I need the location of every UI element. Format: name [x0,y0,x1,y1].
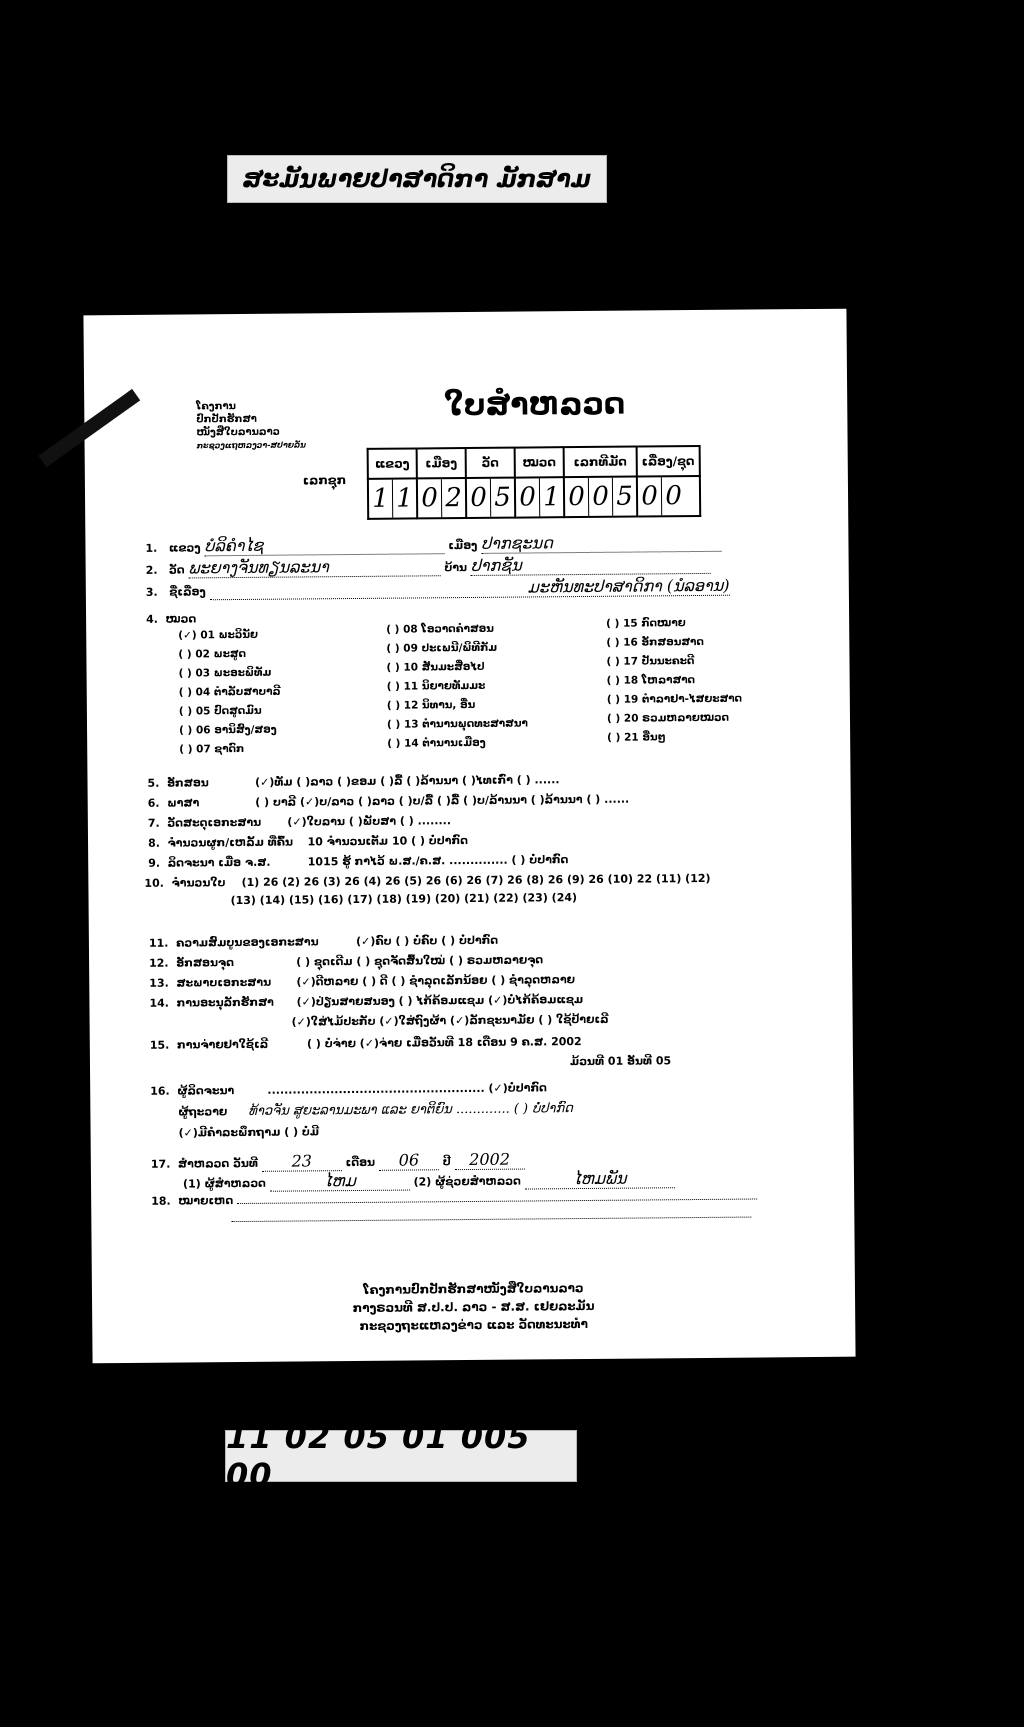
field-row: 8. ຈໍານວນຜູກ/ເຫລັ້ມ ທີ່ຄົ້ນ 10 ຈໍານວນເຕັມ 10 ( ) ບໍ່ປາກົດ [147,834,469,850]
remarks-line-2 [231,1208,751,1226]
category-item: ( ) 13 ຕໍານານພຸດທະສາສນາ [386,717,528,731]
survey-month: 06 [379,1150,439,1171]
field-row: 14. ການອະນຸລັກຮັກສາ (✓)ປ່ຽນສາຍສນອງ ( ) ໄກ້ຄ້ອມແຊມ (✓)ບໍ່ໄກ້ຄ້ອມແຊມ [149,993,584,1010]
category-item: ( ) 03 ພະອະພິທັມ [178,666,272,680]
category-item: ( ) 15 ກົດໝາຍ [606,617,686,630]
field-row: 5. ອັກສອນ (✓)ທັມ ( )ລາວ ( )ຂອມ ( )ລື້ ( )ລ້ານນາ ( )ໄທເກົ່າ ( ) ...... [147,773,560,790]
category-item: ( ) 14 ຕໍານານເມືອງ [387,736,486,750]
field-row: 18. ໝາຍເຫດ [151,1190,757,1208]
village-value: ປາກຊັນ [471,554,711,576]
field-row: 13. ສະພາບເອກະສານ (✓)ດີຫລາຍ ( ) ດີ ( ) ຊໍາລຸດເລັກນ້ອຍ ( ) ຊໍາລຸດຫລາຍ [149,973,576,990]
form-footer [92,1277,855,1338]
script-options: (✓)ທັມ ( )ລາວ ( )ຂອມ ( )ລື້ ( )ລ້ານນາ ( )ໄທເກົ່າ ( ) ...... [254,773,560,789]
field-row [570,1054,671,1068]
row-label: ຊື່ເລື່ອງ [169,585,206,599]
field-row: 17. ສໍາຫລວດ ວັນທີ 23 ເດືອນ 06 ປີ 2002 [151,1150,525,1173]
field-row [146,554,711,579]
category-item: ( ) 20 ຣວມຫລາຍໝວດ [606,711,730,725]
category-item: ( ) 06 ອານິສົງ/ສອງ [179,723,277,737]
field-row: 9. ລິດຈະນາ ເມື່ອ ຈ.ສ. 1015 ຮູ້ ກາໄວ້ ພ.ສ./ຄ.ສ. .............. ( ) ບໍ່ປາກົດ [148,853,569,870]
survey-day: 23 [262,1151,342,1172]
code-header: ເລກທີມັດ [564,447,637,478]
header-label: ສະມັນພາຍປາສາດິກາ ມັກສາມ [227,155,607,203]
field-row [179,1125,320,1139]
org-line: ປົກປັກຮັກສາ [196,413,257,426]
donor-value: ທ້າວຈັນ ສູຍະລານມະພາ ແລະ ຍາຕິຍົນ ............. ( ) ບໍ່ປາກົດ [248,1101,573,1119]
category-item: ( ) 02 ພະສູດ [178,647,247,661]
field-row [145,532,721,557]
field-row: 7. ວັດສະດຸເອກະສານ (✓)ໃບລານ ( )ພັບສາ ( ) ........ [147,814,452,830]
code-digit: 0 [516,478,540,516]
category-item: ( ) 16 ອັກສອນສາດ [606,635,704,649]
code-digit: 0 [565,478,589,516]
language-options: ( ) ບາລີ (✓)ບ/ລາວ ( )ລາວ ( )ບ/ລື້ ( )ລື້ ( )ບ/ລ້ານນາ ( )ລ້ານນາ ( ) ...... [255,792,630,809]
code-digit: 1 [543,482,560,513]
category-item: ( ) 18 ໂຫລາສາດ [606,674,696,687]
category-column [178,626,281,760]
row-number: 1. [145,541,158,555]
scribe-value: .................................................... (✓)ບໍ່ປາກົດ [267,1081,547,1097]
category-item: ( ) 21 ອື່ນໆ [607,731,666,744]
conservation-options: (✓)ປ່ຽນສາຍສນອງ ( ) ໄກ້ຄ້ອມແຊມ (✓)ບໍ່ໄກ້ຄ້ອມແຊມ [296,993,584,1009]
condition-options: (✓)ດີຫລາຍ ( ) ດີ ( ) ຊໍາລຸດເລັກນ້ອຍ ( ) ຊໍາລຸດຫລາຍ [296,973,576,989]
code-digit: 1 [396,483,413,514]
org-line: ໜັງສືໃບລານລາວ [196,426,280,439]
footer-line: ກາງຣວນທີ ສ.ປ.ປ. ລາວ - ສ.ສ. ເຢຍລະມັນ [352,1298,595,1316]
footer-line: ໂຄງການປົກປັກຮັກສາໜັງສືໃບລານລາວ [363,1281,584,1297]
org-line: ໂຄງການ [196,401,236,413]
footer-code-label: 11 02 05 01 005 00 [225,1430,577,1482]
section-4-label: 4. ໝວດ [146,612,197,626]
category-item: ( ) 08 ໂອວາດຄໍາສອນ [386,622,494,636]
code-header: ເລື່ອງ/ຊຸດ [637,446,700,477]
field-row: 16. ຜູ້ລິດຈະນາ .................................................... (✓)ບໍ່ປາກົດ [150,1081,547,1098]
leaf-count-indices: (13) (14) (15) (16) (17) (18) (19) (20) (21) (22) (23) (24) [230,891,578,908]
field-row: ຜູ້ຖະວາຍ ທ້າວຈັນ ສູຍະລານມະພາ ແລະ ຍາຕິຍົນ ............. ( ) ບໍ່ປາກົດ [178,1101,573,1119]
category-column [386,619,528,753]
completeness-options: (✓)ຄົບ ( ) ບໍ່ຄົບ ( ) ບໍ່ປາກົດ [356,933,499,948]
category-item: ( ) 17 ປັນນະຄະດີ [606,655,695,668]
surveyor-signature: ໄຫມ [270,1171,410,1192]
leaf-counts: (1) 26 (2) 26 (3) 26 (4) 26 (5) 26 (6) 26 (7) 26 (8) 26 (9) 26 (10) 22 (11) (12) [241,871,711,889]
code-digit: 0 [638,477,662,515]
code-digit: 0 [589,478,613,516]
category-item: ( ) 09 ປະເພນີ/ພິທີກັມ [386,641,498,655]
code-digit: 0 [665,481,682,512]
title-value: ມະຫັນທະປາສາດິກາ (ນໍລອານ) [209,576,729,601]
set-options: ( ) ຊຸດເດີມ ( ) ຊຸດຈັດສົ້ນໃໝ່ ( ) ຣວມຫລາຍຈຸດ [296,953,544,969]
row-number: 2. [145,563,158,577]
field-row: (1) ຜູ້ສໍາຫລວດ ໄຫມ (2) ຜູ້ຊ່ວຍສໍາຫລວດ ໄຫມພັນ [183,1168,675,1192]
category-item: (✓) 01 ພະວິນັຍ [178,628,259,642]
field-row: 12. ອັກສອນຈຸດ ( ) ຊຸດເດີມ ( ) ຊຸດຈັດສົ້ນໃໝ່ ( ) ຣວມຫລາຍຈຸດ [149,953,544,970]
row-label: ບ້ານ [444,561,468,575]
code-digit: 5 [616,481,633,512]
code-header: ໝວດ [515,447,564,477]
category-column [606,614,742,748]
footer-line: ກະຊວງຖະແຫລງຂ່າວ ແລະ ວັດທະນະທໍາ [359,1316,588,1333]
colophon-options: (✓)ມີຄໍາລະພຶກຖາມ ( ) ບໍ່ມີ [178,1125,320,1140]
inscription-date: 1015 ຮູ້ ກາໄວ້ ພ.ສ./ຄ.ສ. .............. ( ) ບໍ່ປາກົດ [307,853,569,869]
roll-number: ມ້ວນທີ 01 ອັນທີ 05 [569,1054,672,1069]
field-row: 15. ການຈ່າຍຢາໃຊ້ເລີ ( ) ບໍ່ຈ່າຍ (✓)ຈ່າຍ ເມື່ອວັນທີ 18 ເດືອນ 9 ຄ.ສ. 2002 [149,1035,582,1052]
org-block [196,399,306,452]
survey-form [83,309,855,1364]
category-item: ( ) 07 ຊາດົກ [179,742,245,756]
survey-year: 2002 [455,1150,525,1171]
code-digit: 0 [467,479,491,517]
bundle-count: 10 ຈໍານວນເຕັມ 10 ( ) ບໍ່ປາກົດ [307,834,469,849]
row-label: ເມືອງ [448,538,478,553]
code-header: ແຂວງ [368,448,417,478]
row-number: 3. [145,585,158,599]
code-table [367,445,701,520]
code-digit: 1 [369,480,393,518]
category-item: ( ) 10 ສັນມະສື່ອໄປ [386,660,485,674]
treatment-options: ( ) ບໍ່ຈ່າຍ (✓)ຈ່າຍ ເມື່ອວັນທີ 18 ເດືອນ 9 ຄ.ສ. 2002 [306,1035,582,1051]
stamp-mark [38,389,140,467]
form-title: ໃບສໍາຫລວດ [444,386,626,424]
category-item: ( ) 05 ປົດສູດມົນ [178,704,262,718]
field-row: 6. ພາສາ ( ) ບາລີ (✓)ບ/ລາວ ( )ລາວ ( )ບ/ລື້ ( )ລື້ ( )ບ/ລ້ານນາ ( )ລ້ານນາ ( ) ...... [147,792,630,810]
code-label: ເລກຊຸກ [302,473,347,488]
code-digit: 2 [445,483,462,514]
field-row: 11. ຄວາມສົມບູນຂອງເອກະສານ (✓)ຄົບ ( ) ບໍ່ຄົບ ( ) ບໍ່ປາກົດ [148,933,499,950]
category-item: ( ) 11 ນິຍາຍທັມມະ [386,679,486,693]
field-row [230,891,577,907]
code-header: ເມືອງ [417,448,466,478]
remarks-line [237,1199,757,1205]
row-label: ວັດ [168,563,185,577]
field-row: 10. ຈໍານວນໃບ (1) 26 (2) 26 (3) 26 (4) 26 (5) 26 (6) 26 (7) 26 (8) 26 (9) 26 (10) 22 (11) (12) [144,871,711,890]
temple-value: ພະຍາງຈັນທຽນລະນາ [188,556,440,578]
category-item: ( ) 04 ຕໍາລັບສາບາລີ [178,685,281,699]
assistant-signature: ໄຫມພັນ [525,1168,675,1189]
field-row [146,576,730,601]
code-digit: 5 [494,482,511,513]
code-digit: 0 [418,479,442,517]
category-item: ( ) 19 ຕໍາລາຢາ-ໄສຍະສາດ [606,692,743,706]
code-header: ວັດ [466,448,515,478]
province-value: ບໍລິຄໍາໄຊ [204,534,444,556]
org-line: ກະຊວງແຖຫລງວາ-ສປາຍລັນ [196,440,306,451]
conservation-options-2: (✓)ໃສ່ໄມ້ປະກັບ (✓)ໃສ່ຖົງຜ້າ (✓)ລັກຊະນາມັຍ ( ) ໃຊ້ປ້າຍເລີ [291,1012,609,1029]
field-row [292,1013,609,1029]
row-label: ແຂວງ [168,541,201,555]
category-item: ( ) 12 ນິທານ, ອື່ນ [386,698,476,712]
district-value: ປາກຊະນດ [481,532,721,554]
material-options: (✓)ໃບລານ ( )ພັບສາ ( ) ........ [287,814,452,829]
